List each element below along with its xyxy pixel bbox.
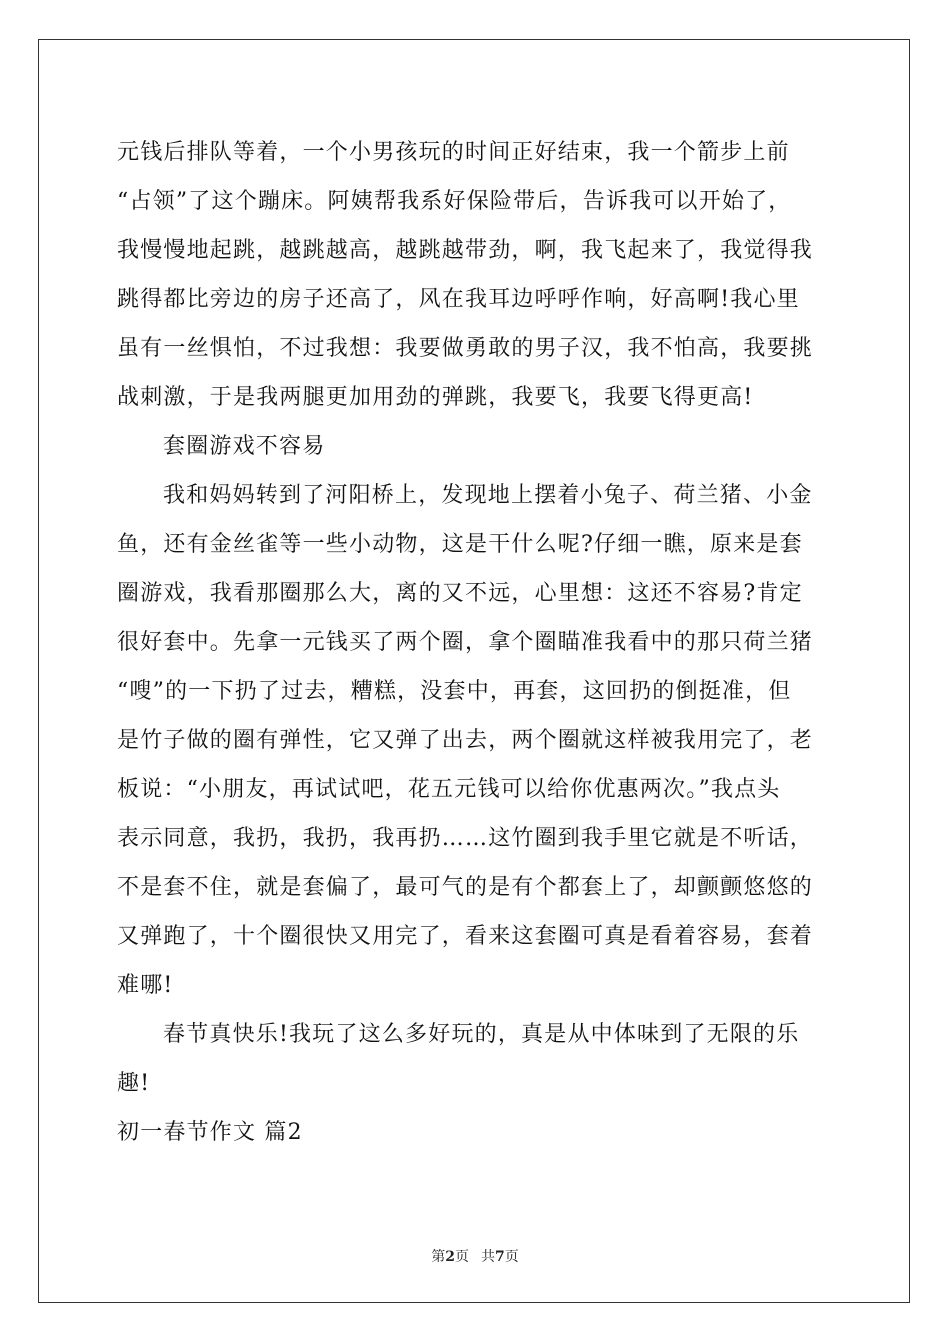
text-line: 虽有一丝惧怕，不过我想：我要做勇敢的男子汉，我不怕高，我要挑: [117, 336, 814, 361]
text-line: 战刺激，于是我两腿更加用劲的弹跳，我要飞，我要飞得更高!: [117, 385, 754, 410]
text-line: 不是套不住，就是套偏了，最可气的是有个都套上了，却颤颤悠悠的: [117, 875, 814, 900]
text-line: 我和妈妈转到了河阳桥上，发现地上摆着小兔子、荷兰猪、小金: [163, 483, 813, 508]
total-suffix: 页: [504, 1249, 519, 1265]
text-line: 又弹跑了，十个圈很快又用完了，看来这套圈可真是看着容易，套着: [117, 924, 814, 949]
document-body: [117, 128, 833, 1157]
text-line: 鱼，还有金丝雀等一些小动物，这是干什么呢?仔细一瞧，原来是套: [117, 532, 803, 557]
text-line: 跳得都比旁边的房子还高了，风在我耳边呼呼作响，好高啊!我心里: [117, 287, 800, 312]
text-line: 圈游戏，我看那圈那么大，离的又不远，心里想：这还不容易?肯定: [117, 581, 803, 606]
page-footer: [0, 1246, 950, 1266]
total-prefix: 共: [481, 1249, 495, 1265]
article-heading: 初一春节作文 篇2: [117, 1120, 303, 1145]
text-line: “占领”了这个蹦床。阿姨帮我系好保险带后，告诉我可以开始了，: [117, 189, 792, 214]
page-suffix: 页: [455, 1249, 469, 1265]
text-line: 春节真快乐!我玩了这么多好玩的，真是从中体味到了无限的乐: [163, 1022, 800, 1047]
page-prefix: 第: [431, 1249, 446, 1265]
text-line: 元钱后排队等着，一个小男孩玩的时间正好结束，我一个箭步上前: [117, 140, 790, 165]
text-line: 我慢慢地起跳，越跳越高，越跳越带劲，啊，我飞起来了，我觉得我: [117, 238, 814, 263]
text-line: 表示同意，我扔，我扔，我再扔……这竹圈到我手里它就是不听话，: [117, 826, 814, 851]
text-line: 是竹子做的圈有弹性，它又弹了出去，两个圈就这样被我用完了，老: [117, 728, 814, 753]
section-subtitle: 套圈游戏不容易: [163, 434, 326, 459]
page-number: 2: [445, 1249, 455, 1265]
text-line: “嗖”的一下扔了过去，糟糕，没套中，再套，这回扔的倒挺准，但: [117, 679, 792, 704]
text-line: 很好套中。先拿一元钱买了两个圈，拿个圈瞄准我看中的那只荷兰猪: [117, 630, 814, 655]
text-line: 难哪!: [117, 973, 174, 998]
text-line: 趣!: [117, 1071, 151, 1096]
text-line: 板说：“小朋友，再试试吧，花五元钱可以给你优惠两次。”我点头: [117, 777, 781, 802]
total-pages: 7: [495, 1249, 505, 1265]
